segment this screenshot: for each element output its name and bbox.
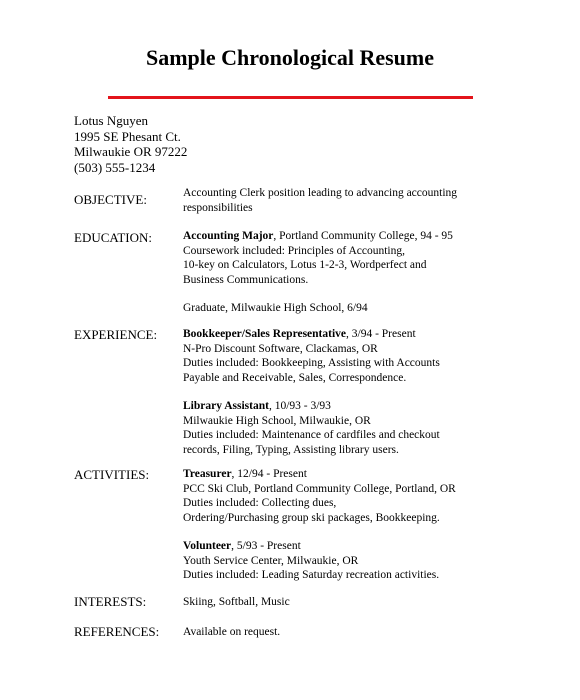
references-text: Available on request. bbox=[183, 626, 281, 638]
job-dates: , 10/93 - 3/93 bbox=[268, 400, 331, 412]
job-dates: , 3/94 - Present bbox=[346, 328, 416, 340]
job-line: N-Pro Discount Software, Clackamas, OR bbox=[183, 342, 378, 355]
education-line: Business Communications. bbox=[183, 273, 309, 286]
activity-line: Duties included: Leading Saturday recreation activities. bbox=[183, 569, 440, 581]
job-title: Bookkeeper/Sales Representative bbox=[183, 328, 347, 340]
contact-city: Milwaukie OR 97222 bbox=[74, 144, 188, 159]
contact-street: 1995 SE Phesant Ct. bbox=[74, 128, 181, 144]
experience-label: EXPERIENCE: bbox=[74, 327, 158, 342]
job-line: Milwaukie High School, Milwaukie, OR bbox=[183, 414, 371, 427]
objective-label: OBJECTIVE: bbox=[74, 192, 147, 207]
activity-line: Duties included: Collecting dues, bbox=[183, 497, 337, 509]
education-entry-2: Graduate, Milwaukie High School, 6/94 bbox=[183, 302, 368, 314]
activity-dates: , 12/94 - Present bbox=[231, 468, 307, 480]
activity-heading bbox=[183, 467, 483, 482]
contact-name: Lotus Nguyen bbox=[74, 113, 149, 128]
job-line: Duties included: Maintenance of cardfiles and checkout bbox=[183, 429, 440, 441]
objective-line: responsibilities bbox=[183, 201, 253, 214]
interests-content bbox=[183, 595, 483, 610]
education-line: 10-key on Calculators, Lotus 1-2-3, Wordperfect and bbox=[183, 259, 427, 271]
activity-line: Ordering/Purchasing group ski packages, Bookkeeping. bbox=[183, 511, 440, 524]
contact-phone: (503) 555-1234 bbox=[74, 159, 156, 175]
job-line: Payable and Receivable, Sales, Correspondence. bbox=[183, 371, 407, 384]
objective-content bbox=[183, 186, 483, 215]
education-line: Coursework included: Principles of Accounting, bbox=[183, 244, 405, 257]
education-content bbox=[183, 229, 483, 316]
job-line: records, Filing, Typing, Assisting library users. bbox=[183, 443, 399, 456]
activity-title: Treasurer bbox=[183, 468, 232, 480]
education-entry-title: Accounting Major bbox=[183, 230, 274, 242]
objective-line: Accounting Clerk position leading to advancing accounting bbox=[183, 187, 458, 199]
job-heading bbox=[183, 327, 483, 342]
references-label: REFERENCES: bbox=[74, 624, 160, 639]
activity-line: PCC Ski Club, Portland Community College, Portland, OR bbox=[183, 482, 456, 495]
title-divider bbox=[108, 96, 473, 99]
activity-dates: , 5/93 - Present bbox=[231, 540, 301, 552]
interests-text: Skiing, Softball, Music bbox=[183, 596, 290, 608]
education-label: EDUCATION: bbox=[74, 230, 152, 245]
education-entry-heading bbox=[183, 229, 483, 244]
interests-label: INTERESTS: bbox=[74, 594, 147, 609]
page-title: Sample Chronological Resume bbox=[145, 45, 435, 70]
job-line: Duties included: Bookkeeping, Assisting with Accounts bbox=[183, 357, 440, 369]
job-heading bbox=[183, 399, 483, 414]
activities-content bbox=[183, 467, 483, 583]
education-entry-detail: , Portland Community College, 94 - 95 bbox=[273, 230, 453, 242]
experience-content bbox=[183, 327, 483, 457]
activity-title: Volunteer bbox=[183, 540, 232, 552]
job-title: Library Assistant bbox=[183, 400, 269, 412]
contact-block bbox=[74, 113, 187, 175]
activity-heading bbox=[183, 539, 483, 554]
references-content bbox=[183, 625, 483, 640]
activity-line: Youth Service Center, Milwaukie, OR bbox=[183, 554, 359, 567]
activities-label: ACTIVITIES: bbox=[74, 467, 150, 482]
